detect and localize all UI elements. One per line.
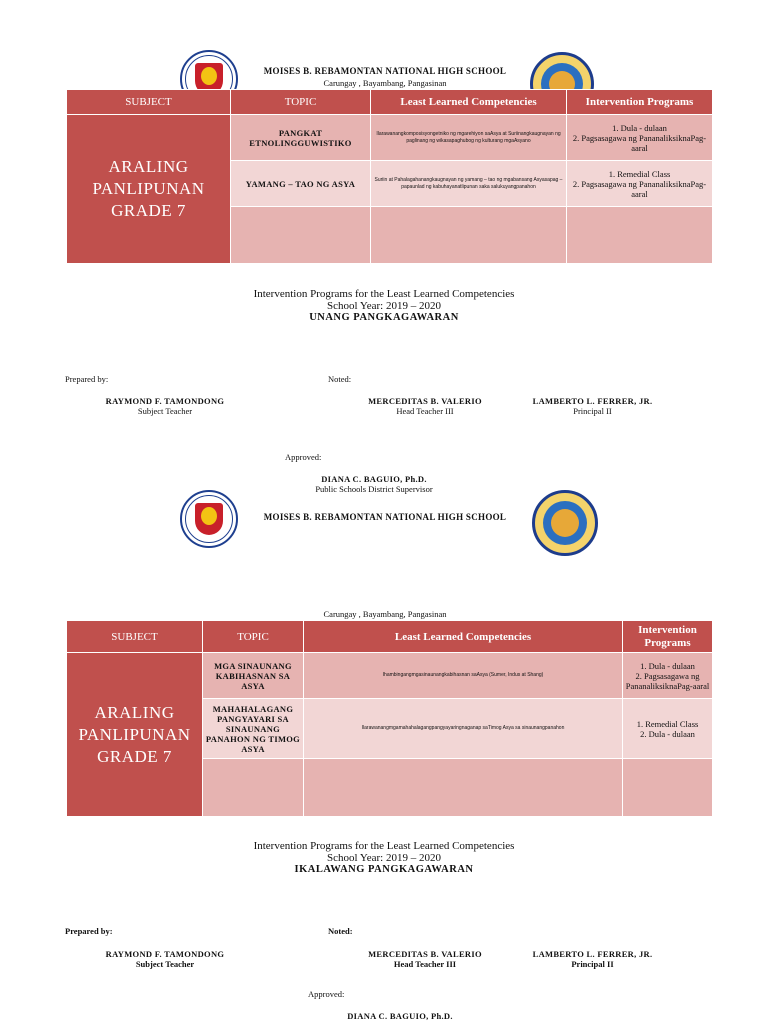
noted-label: Noted: bbox=[328, 374, 352, 384]
teacher-name: RAYMOND F. TAMONDONG bbox=[105, 396, 225, 406]
competency-cell: Ihambingangmgasinaunangkabihasnan saAsya (Sumer, Indus at Shang) bbox=[382, 672, 544, 679]
program-cell bbox=[569, 123, 710, 153]
subject-line-2: PANLIPUNAN bbox=[78, 724, 191, 744]
principal-role: Principal II bbox=[573, 406, 612, 416]
school-name: MOISES B. REBAMONTAN NATIONAL HIGH SCHOOL bbox=[263, 512, 507, 522]
department-title: IKALAWANG PANGKAGAWARAN bbox=[294, 864, 474, 875]
header-topic: TOPIC bbox=[203, 621, 304, 653]
program-cell bbox=[625, 661, 710, 691]
competency-cell: Suriin at Pahalagahanangkaugnayan ng yamang – tao ng mgabansang Asyasapag – papaunlad ng kabuhayanatlipunan saka salukuyangpanahon bbox=[374, 177, 563, 190]
intervention-table-1 bbox=[66, 89, 713, 264]
empty-cell bbox=[231, 207, 371, 264]
program-item: 1. Remedial Class bbox=[636, 718, 699, 729]
empty-cell bbox=[203, 759, 304, 817]
intervention-table-2 bbox=[66, 620, 713, 817]
program-item: 1. Dula - dulaan bbox=[612, 122, 667, 133]
subject-line-1: ARALING bbox=[94, 702, 175, 722]
header-topic: TOPIC bbox=[231, 90, 371, 115]
empty-cell bbox=[371, 207, 567, 264]
program-cell bbox=[625, 719, 710, 739]
header-subject: SUBJECT bbox=[67, 621, 203, 653]
school-name: MOISES B. REBAMONTAN NATIONAL HIGH SCHOOL bbox=[263, 66, 507, 76]
subject-line-2: PANLIPUNAN bbox=[92, 179, 205, 198]
subject-label bbox=[67, 653, 203, 817]
supervisor-name: DIANA C. BAGUIO, Ph.D. bbox=[347, 1011, 453, 1021]
principal-role: Principal II bbox=[571, 959, 614, 969]
program-item: 1. Dula - dulaan bbox=[640, 660, 695, 671]
header-competencies: Least Learned Competencies bbox=[371, 90, 567, 115]
empty-cell bbox=[623, 759, 713, 817]
division-office-seal-icon bbox=[532, 490, 598, 556]
topic-cell: YAMANG – TAO NG ASYA bbox=[245, 178, 356, 189]
program-item: 2. Pagsasagawa ng PananaliksiknaPag-aaral bbox=[572, 132, 707, 153]
head-teacher-role: Head Teacher III bbox=[393, 959, 457, 969]
empty-cell bbox=[567, 207, 713, 264]
teacher-name: RAYMOND F. TAMONDONG bbox=[105, 949, 225, 959]
program-item: 2. Dula - dulaan bbox=[640, 728, 695, 739]
table-caption: Intervention Programs for the Least Learned Competencies bbox=[253, 288, 515, 300]
program-item: 2. Pagsasagawa ng PananaliksiknaPag-aaral bbox=[625, 670, 710, 691]
teacher-role: Subject Teacher bbox=[135, 959, 195, 969]
head-teacher-role: Head Teacher III bbox=[396, 406, 454, 416]
department-title: UNANG PANGKAGAWARAN bbox=[309, 312, 459, 323]
program-cell bbox=[569, 169, 710, 199]
prepared-by-label: Prepared by: bbox=[65, 926, 113, 936]
empty-cell bbox=[304, 759, 623, 817]
approved-label: Approved: bbox=[308, 989, 345, 999]
topic-cell: PANGKAT ETNOLINGGUWISTIKO bbox=[249, 127, 352, 148]
supervisor-name: DIANA C. BAGUIO, Ph.D. bbox=[321, 474, 427, 484]
teacher-role: Subject Teacher bbox=[137, 406, 193, 416]
header-programs: Intervention Programs bbox=[567, 90, 713, 115]
head-teacher-name: MERCEDITAS B. VALERIO bbox=[368, 396, 482, 406]
competency-cell: Ilarawanangkomposisyongetniko ng mgarehiyon saAsya at Suriinangkaugnayan ng paglinang ng wikasapaghubog ng kulturang mgaAsyano bbox=[376, 131, 561, 144]
subject-label bbox=[67, 115, 231, 264]
principal-name: LAMBERTO L. FERRER, JR. bbox=[532, 396, 653, 406]
school-address: Carungay , Bayambang, Pangasinan bbox=[323, 609, 447, 619]
subject-line-1: ARALING bbox=[108, 157, 189, 176]
approved-label: Approved: bbox=[285, 452, 322, 462]
prepared-by-label: Prepared by: bbox=[65, 374, 109, 384]
header-programs: Intervention Programs bbox=[623, 621, 713, 653]
topic-cell: MAHAHALAGANG PANGYAYARI SA SINAUNANG PANAHON NG TIMOG ASYA bbox=[205, 703, 301, 754]
supervisor-role: Public Schools District Supervisor bbox=[315, 484, 433, 494]
subject-line-3: GRADE 7 bbox=[97, 746, 172, 766]
table-caption: Intervention Programs for the Least Learned Competencies bbox=[253, 840, 515, 852]
program-item: 1. Remedial Class bbox=[608, 168, 671, 179]
principal-name: LAMBERTO L. FERRER, JR. bbox=[532, 949, 653, 959]
head-teacher-name: MERCEDITAS B. VALERIO bbox=[368, 949, 482, 959]
competency-cell: Ilarawanangmgamahahalagangpangyayaringnaganap saTimog Asya sa sinaunangpanahon bbox=[361, 725, 565, 732]
school-address: Carungay , Bayambang, Pangasinan bbox=[323, 78, 447, 88]
program-item: 2. Pagsasagawa ng PananaliksiknaPag-aaral bbox=[572, 178, 707, 199]
school-year: School Year: 2019 – 2020 bbox=[327, 300, 441, 312]
school-year: School Year: 2019 – 2020 bbox=[327, 852, 441, 864]
topic-cell: MGA SINAUNANG KABIHASNAN SA ASYA bbox=[214, 660, 292, 691]
header-competencies: Least Learned Competencies bbox=[304, 621, 623, 653]
header-subject: SUBJECT bbox=[67, 90, 231, 115]
noted-label: Noted: bbox=[328, 926, 353, 936]
subject-line-3: GRADE 7 bbox=[111, 201, 186, 220]
